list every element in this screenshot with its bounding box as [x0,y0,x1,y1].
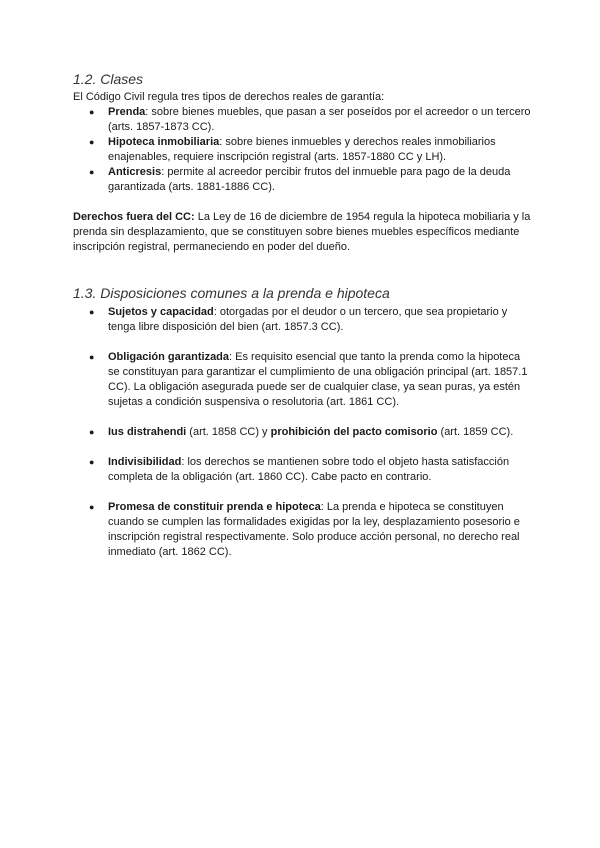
bullet-icon: ● [89,307,95,317]
list-item [89,425,533,440]
bullet-icon: ● [89,137,95,147]
section-clases [73,70,533,255]
item-text: : los derechos se mantienen sobre todo el objeto hasta satisfacción completa de la obligación (art. 1860 CC). Cabe pacto en contrario. [108,456,510,483]
item-term-secondary: prohibición del pacto comisorio [270,426,438,438]
item-text: : La prenda e hipoteca se constituyen cuando se cumplen las formalidades exigidas por la ley, desplazamiento posesorio e inscripción registral respectivamente. Solo produce acción personal, no derecho real inmediato (art. 1862 CC). [108,501,520,558]
list-item [89,105,533,135]
item-text-secondary: (art. 1859 CC). [437,426,514,438]
item-text: : sobre bienes muebles, que pasan a ser poseídos por el acreedor o un tercero (arts. 1857-1873 CC). [108,106,531,133]
bullet-icon: ● [89,167,95,177]
item-term: Promesa de constituir prenda e hipoteca [108,501,321,513]
bullet-icon: ● [89,427,95,437]
bullet-icon: ● [89,352,95,362]
item-term: Ius distrahendi [108,426,187,438]
item-text: : permite al acreedor percibir frutos del inmueble para pago de la deuda garantizada (arts. 1881-1886 CC). [108,166,511,193]
list-item [89,350,533,410]
item-term: Sujetos y capacidad [108,306,214,318]
section-title-clases: 1.2. Clases [73,71,144,87]
document-page [73,70,533,560]
item-text: : otorgadas por el deudor o un tercero, que sea propietario y tenga libre disposición del bien (art. 1857.3 CC). [108,306,508,333]
item-text: : Es requisito esencial que tanto la prenda como la hipoteca se constituyan para garantizar el cumplimiento de una obligación principal (art. 1857.1 CC). La obligación asegurada puede ser de cualquier clase, ya sean puras, ya estén sujetas a condición suspensiva o resolutoria (art. 1861 CC). [108,351,528,408]
disposiciones-list [73,305,533,560]
list-item [89,305,533,335]
item-text: (art. 1858 CC) y [186,426,271,438]
item-term: Indivisibilidad [108,456,182,468]
item-term: Obligación garantizada [108,351,230,363]
bullet-icon: ● [89,457,95,467]
section-disposiciones-comunes [73,284,533,560]
list-item [89,165,533,195]
item-term: Prenda [108,106,146,118]
list-item [89,455,533,485]
item-text: : sobre bienes inmuebles y derechos reales inmobiliarios enajenables, requiere inscripción registral (arts. 1857-1880 CC y LH). [108,136,496,163]
section-title-disposiciones: 1.3. Disposiciones comunes a la prenda e hipoteca [73,285,390,301]
outside-cc-term: Derechos fuera del CC: [73,211,195,223]
bullet-icon: ● [89,107,95,117]
outside-cc-text: La Ley de 16 de diciembre de 1954 regula la hipoteca mobiliaria y la prenda sin desplazamiento, que se constituyen sobre bienes muebles específicos mediante inscripción registral, permaneciendo en poder del dueño. [73,211,531,253]
list-item [89,135,533,165]
outside-cc-paragraph [73,210,533,255]
item-term: Anticresis [108,166,162,178]
intro-paragraph: El Código Civil regula tres tipos de derechos reales de garantía: [73,91,385,103]
bullet-icon: ● [89,502,95,512]
clases-list [73,105,533,195]
item-term: Hipoteca inmobiliaria [108,136,220,148]
list-item [89,500,533,560]
